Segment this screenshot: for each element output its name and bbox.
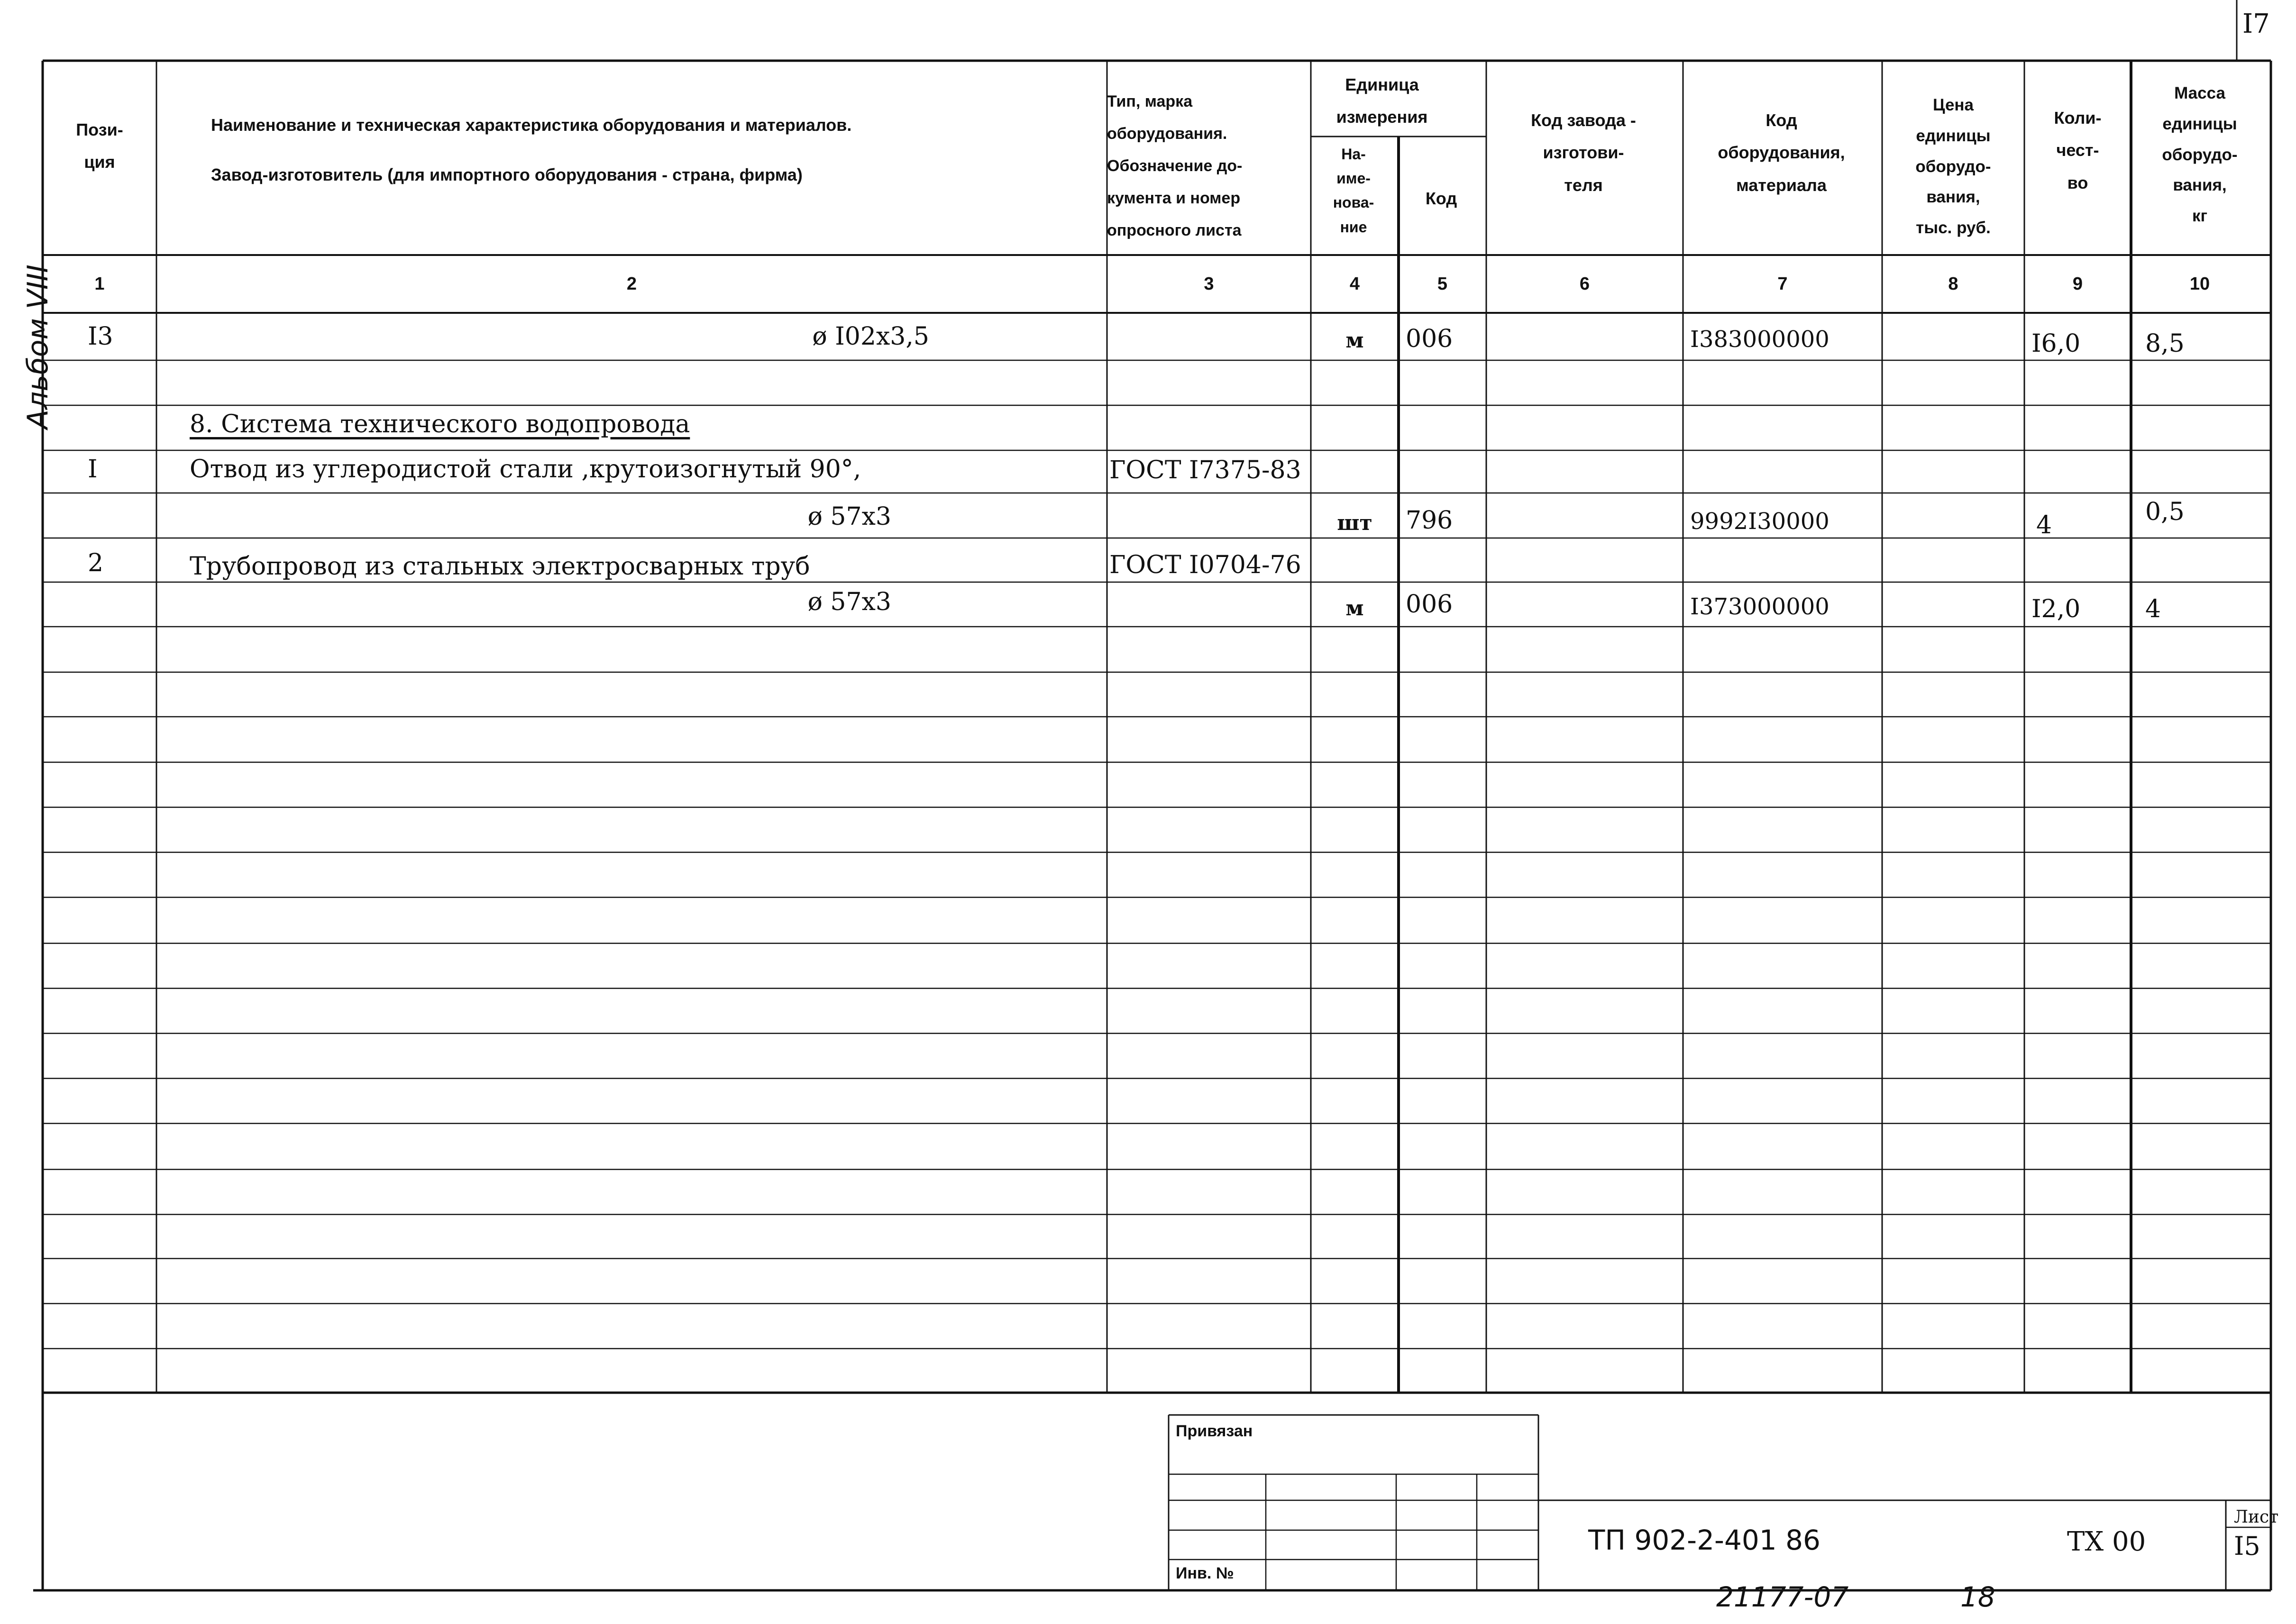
stamp-bound-label: Привязан <box>1176 1422 1253 1440</box>
header-unit-code: Код <box>1425 189 1457 208</box>
row-7-unit-code: 006 <box>1406 590 1453 619</box>
stamp-sheet-number: I5 <box>2234 1531 2260 1561</box>
header-position: Пози- ция <box>76 120 123 172</box>
corner-sheet-number: I7 <box>2242 9 2270 39</box>
row-6-document: ГОСТ I0704-76 <box>1109 551 1301 579</box>
column-number-6: 6 <box>1579 274 1590 294</box>
row-1-unit: м <box>1345 328 1364 353</box>
header-unit-group: Единица измерения <box>1336 75 1428 127</box>
row-5-equipment-code: 9992I30000 <box>1690 508 1829 535</box>
row-5-unit: шт <box>1337 511 1372 535</box>
row-4-position: I <box>88 455 98 484</box>
row-1-equipment-code: I383000000 <box>1690 326 1829 353</box>
row-5-mass: 0,5 <box>2145 498 2185 526</box>
column-number-5: 5 <box>1437 274 1448 294</box>
row-4-document: ГОСТ I7375-83 <box>1109 456 1301 484</box>
header-name-line1: Наименование и техническая характеристика оборудования и материалов. <box>211 115 852 135</box>
header-type-doc: Тип, марка оборудования. Обозначение до- кумента и номер опросного листа <box>1107 92 1243 239</box>
header-name-line2: Завод-изготовитель (для импортного оборудования - страна, фирма) <box>211 165 803 184</box>
column-number-2: 2 <box>626 274 637 294</box>
row-1-unit-code: 006 <box>1406 325 1453 353</box>
stamp-section: ТХ 00 <box>2067 1526 2146 1557</box>
header-quantity: Коли- чест- во <box>2054 108 2102 192</box>
row-7-equipment-code: I373000000 <box>1690 593 1829 620</box>
stamp-designation: ТП 902-2-401 86 <box>1588 1524 1820 1556</box>
column-number-9: 9 <box>2072 274 2083 294</box>
stamp-sheet-label: Лист <box>2234 1507 2279 1527</box>
column-number-7: 7 <box>1777 274 1788 294</box>
row-1-quantity: I6,0 <box>2031 329 2081 358</box>
column-number-10: 10 <box>2189 274 2210 294</box>
section-title: 8. Система технического водопровода <box>190 410 690 438</box>
stamp-inventory-label: Инв. № <box>1176 1564 1234 1582</box>
row-7-mass: 4 <box>2145 595 2161 623</box>
row-1-position: I3 <box>88 322 113 351</box>
header-mass: Масса единицы оборудо- вания, кг <box>2162 84 2238 225</box>
row-7-quantity: I2,0 <box>2031 595 2081 623</box>
column-number-1: 1 <box>94 274 105 294</box>
row-5-name: ø 57x3 <box>807 502 891 531</box>
row-6-name: Трубопровод из стальных электросварных труб <box>190 552 810 581</box>
row-6-position: 2 <box>88 549 104 577</box>
archive-number: 21177-07 <box>1716 1581 1849 1613</box>
archive-sheet: 18 <box>1960 1581 1995 1613</box>
row-7-unit: м <box>1345 596 1364 620</box>
column-number-8: 8 <box>1948 274 1958 294</box>
header-price: Цена единицы оборудо- вания, тыс. руб. <box>1915 96 1991 237</box>
header-factory-code: Код завода - изготови- теля <box>1531 110 1636 195</box>
row-5-quantity: 4 <box>2036 511 2052 539</box>
header-unit-name: На- име- нова- ние <box>1333 146 1374 236</box>
row-1-mass: 8,5 <box>2145 329 2185 358</box>
header-equipment-code: Код оборудования, материала <box>1718 110 1845 195</box>
side-album-label: Альбом VIII <box>21 265 55 429</box>
row-1-name: ø I02x3,5 <box>812 322 929 351</box>
row-5-unit-code: 796 <box>1406 506 1453 535</box>
row-4-name: Отвод из углеродистой стали ,крутоизогнутый 90°, <box>190 455 861 484</box>
column-number-4: 4 <box>1349 274 1360 294</box>
row-7-name: ø 57x3 <box>807 588 891 616</box>
column-number-3: 3 <box>1204 274 1214 294</box>
